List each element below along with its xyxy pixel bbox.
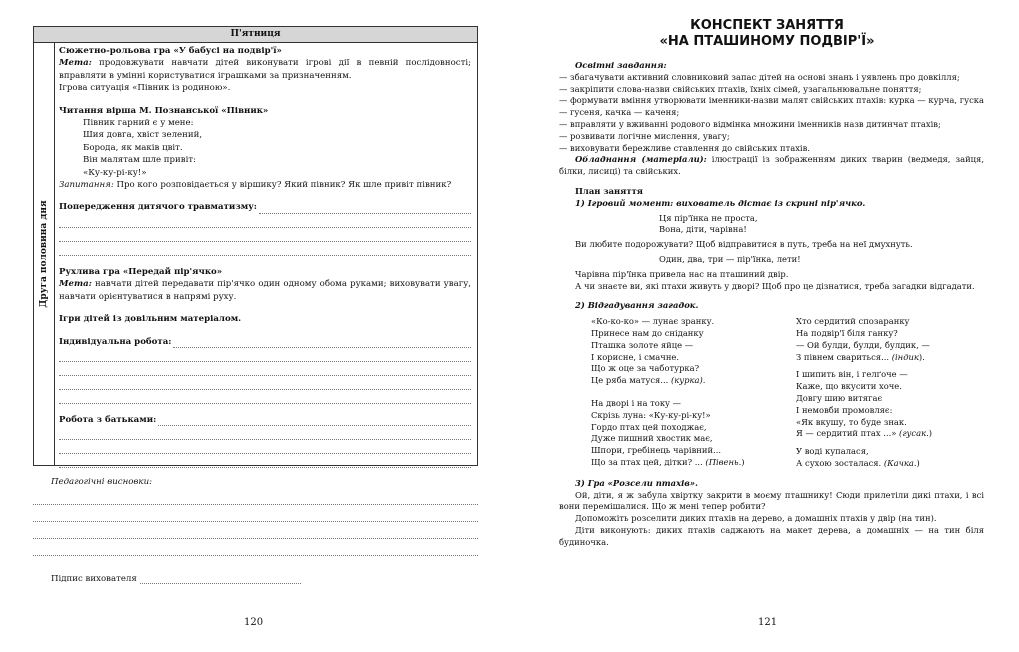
blank-line xyxy=(59,228,471,242)
game2-title: Рухлива гра «Передай пір'ячко» xyxy=(59,266,223,277)
trauma-label: Попередження дитячого травматизму: xyxy=(59,202,257,213)
game2-goal-label: Мета: xyxy=(59,279,92,290)
game1-goal-label: Мета: xyxy=(59,58,92,69)
riddle-line xyxy=(591,375,796,387)
blank-line xyxy=(59,440,471,454)
poem-line: Він малятам шле привіт: xyxy=(83,155,196,166)
game1-goal xyxy=(59,57,471,82)
riddle-line xyxy=(796,405,984,417)
page-title xyxy=(515,18,1019,50)
blank-line xyxy=(59,242,471,256)
blank-line xyxy=(33,488,478,505)
step1-verse-2: Один, два, три — пір'їнка, лети! xyxy=(659,253,801,264)
page-number-left: 120 xyxy=(244,617,264,628)
riddle-text: «Як вкушу, то буде знак. xyxy=(796,416,907,427)
poem-line: Борода, як маків цвіт. xyxy=(83,142,183,153)
lesson-body xyxy=(559,60,984,548)
riddles xyxy=(559,316,984,470)
riddle-line xyxy=(796,381,984,393)
equipment-text: ілюстрації із зображенням диких тварин (ведмедя, зайця, білки, лисиці) та свійських. xyxy=(559,154,985,177)
questions-text: Про кого розповідається у віршику? Який півник? Як шле привіт півник? xyxy=(113,180,452,191)
blank-line xyxy=(59,376,471,390)
blank-line xyxy=(59,348,471,362)
poem-questions xyxy=(59,179,471,191)
task-item: — розвивати логічне мислення, увагу; xyxy=(559,130,730,141)
riddle-line xyxy=(796,393,984,405)
riddle-hen xyxy=(591,316,796,387)
game2-goal-text: навчати дітей передавати пір'ячко один одному обома руками; виховувати увагу, навчати орієнтуватися в напрямі руху. xyxy=(59,279,471,302)
signature-line xyxy=(51,574,301,584)
blank-line xyxy=(59,390,471,404)
blank-line xyxy=(33,505,478,522)
riddle-text: У воді купалася, xyxy=(796,446,869,457)
riddle-line xyxy=(796,458,984,470)
task-item: — збагачувати активний словниковий запас дітей на основі знань і уявлень про довкілля; xyxy=(559,71,960,82)
step3-title: 3) Гра «Розсели птахів». xyxy=(575,477,698,488)
riddle-line xyxy=(591,352,796,364)
questions-label: Запитання: xyxy=(59,180,114,191)
riddle-line xyxy=(591,340,796,352)
riddle-text: Дуже пишний хвостик має, xyxy=(591,433,713,444)
riddle-rooster xyxy=(591,398,796,469)
pedagogical-notes xyxy=(33,476,478,556)
riddle-turkey xyxy=(796,316,984,363)
side-column xyxy=(34,43,55,465)
verse-line: Вона, діти, чарівна! xyxy=(659,224,747,235)
riddle-column-1 xyxy=(559,316,796,470)
task-item: — вправляти у вживанні родового відмінка множини іменників назв дитинчат птахів; xyxy=(559,118,941,129)
riddle-line xyxy=(796,340,984,352)
side-label: Друга половина дня xyxy=(39,200,49,308)
game1-situation: Ігрова ситуація «Півник із родиною». xyxy=(59,83,231,94)
step1-text-3: А чи знаєте ви, які птахи живуть у дворі? Щоб про це дізнатися, треба загадки відгадати. xyxy=(575,280,975,291)
riddle-line xyxy=(591,316,796,328)
blank-line xyxy=(33,522,478,539)
riddle-text: З півнем свариться... xyxy=(796,351,892,362)
riddle-text: І немовби промовляє: xyxy=(796,404,893,415)
riddle-answer: (курка) xyxy=(670,375,703,386)
riddle-column-2 xyxy=(796,316,984,470)
poem-line: Шия довга, хвіст зелений, xyxy=(83,130,203,141)
riddle-text: Пташка золоте яйце — xyxy=(591,339,694,350)
game2-goal xyxy=(59,278,471,303)
riddle-text: Довгу шию витягає xyxy=(796,392,883,403)
riddle-answer: (гусак xyxy=(899,428,927,439)
table-body xyxy=(59,45,471,463)
individual-line xyxy=(59,336,471,348)
blank-line xyxy=(59,214,471,228)
riddle-text: Це ряба матуся... xyxy=(591,375,671,386)
step1-text-2: Чарівна пір'їнка привела нас на пташиний двір. xyxy=(575,268,789,279)
blank-line xyxy=(59,454,471,468)
riddle-line xyxy=(591,422,796,434)
riddle-punct: . xyxy=(702,375,706,386)
step1-verse xyxy=(559,213,984,237)
title-line-2: «НА ПТАШИНОМУ ПОДВІР'Ї» xyxy=(659,34,875,49)
riddle-text: На дворі і на току — xyxy=(591,397,682,408)
blank-line xyxy=(33,539,478,556)
riddle-line xyxy=(591,398,796,410)
riddle-text: «Ко-ко-ко» — лунає зранку. xyxy=(591,316,715,327)
poem-line: Півник гарний є у мене: xyxy=(83,118,194,129)
step3-text-1: Ой, діти, я ж забула хвіртку закрити в моєму пташнику! Сюди прилетіли дикі птахи, і всі вони перемішалися. Що ж мені тепер робити? xyxy=(559,489,984,512)
riddle-line xyxy=(591,433,796,445)
riddle-text: — Ой булди, булди, булдик, — xyxy=(796,339,930,350)
riddle-text: Що за птах цей, дітки? ... xyxy=(591,456,706,467)
step1-title: 1) Ігровий момент: вихователь дістає із скрині пір'ячко. xyxy=(575,197,866,208)
notes-title: Педагогічні висновки: xyxy=(51,477,152,487)
trauma-line xyxy=(59,201,471,213)
riddle-answer: (Качка xyxy=(883,457,914,468)
equipment xyxy=(559,154,984,178)
equipment-label: Обладнання (матеріали): xyxy=(575,154,707,165)
step3-text-2: Допоможіть розселити диких птахів на дерево, а домашніх птахів у двір (на тин). xyxy=(575,513,937,524)
tasks-label: Освітні завдання: xyxy=(575,60,667,70)
riddle-punct: .) xyxy=(913,457,920,468)
verse-line: Ця пір'їнка не проста, xyxy=(659,212,758,223)
task-item: — формувати вміння утворювати іменники-назви малят свійських птахів: курка — курча, гуска — гусеня, качка — каченя; xyxy=(559,95,984,118)
task-item: — виховувати бережливе ставлення до свійських птахів. xyxy=(559,142,810,153)
poem xyxy=(59,117,471,179)
riddle-text: На подвір'ї біля ганку? xyxy=(796,327,898,338)
blank-line xyxy=(59,362,471,376)
parents-line xyxy=(59,414,471,426)
plan-table xyxy=(33,26,478,466)
page-number-right: 121 xyxy=(758,617,778,628)
riddle-text: Принесе нам до сніданку xyxy=(591,327,704,338)
riddle-text: Скрізь луна: «Ку-ку-рі-ку!» xyxy=(591,409,711,420)
free-play: Ігри дітей із довільним матеріалом. xyxy=(59,314,242,325)
riddle-line xyxy=(591,410,796,422)
riddle-line xyxy=(796,417,984,429)
riddle-line xyxy=(796,446,984,458)
riddle-answer: (Півень xyxy=(705,456,739,467)
riddle-goose xyxy=(796,369,984,440)
riddle-text: Що ж оце за чаботурка? xyxy=(591,363,700,374)
riddle-line xyxy=(591,457,796,469)
signature-label: Підпис вихователя xyxy=(51,574,137,584)
riddle-punct: ). xyxy=(918,351,925,362)
riddle-line xyxy=(796,369,984,381)
riddle-punct: .) xyxy=(926,428,933,439)
riddle-line xyxy=(796,316,984,328)
riddle-text: Хто сердитий спозаранку xyxy=(796,316,910,327)
riddle-text: І корисне, і смачне. xyxy=(591,351,680,362)
riddle-text: А сухою зосталася. xyxy=(796,457,884,468)
step3-text-3: Діти виконують: диких птахів саджають на макет дерева, а домашніх — на тин біля будиночка. xyxy=(559,524,984,547)
riddle-text: Я — сердитий птах ...» xyxy=(796,428,900,439)
riddle-line xyxy=(796,428,984,440)
parents-label: Робота з батьками: xyxy=(59,414,157,425)
right-page xyxy=(515,0,1019,652)
task-item: — закріпити слова-назви свійських птахів, їхніх сімей, узагальнювальне поняття; xyxy=(559,83,922,94)
riddle-text: Гордо птах цей походжає, xyxy=(591,421,707,432)
game1-title: Сюжетно-рольова гра «У бабусі на подвір'ї» xyxy=(59,46,282,56)
step1-text-1: Ви любите подорожувати? Щоб відправитися в путь, треба на неї дмухнуть. xyxy=(575,239,913,250)
riddle-line xyxy=(591,328,796,340)
left-page xyxy=(0,0,505,652)
poem-title: Читання вірша М. Познанської «Півник» xyxy=(59,105,269,116)
riddle-answer: (індик xyxy=(891,351,919,362)
poem-line: «Ку-ку-рі-ку!» xyxy=(83,167,147,178)
riddle-line xyxy=(591,445,796,457)
riddle-text: Каже, що вкусити хоче. xyxy=(796,381,902,392)
riddle-line xyxy=(591,363,796,375)
riddle-duck xyxy=(796,446,984,470)
blank-line xyxy=(59,426,471,440)
riddle-text: І шипить він, і гелґоче — xyxy=(796,369,908,380)
title-line-1: КОНСПЕКТ ЗАНЯТТЯ xyxy=(690,18,844,33)
riddle-text: Шпори, гребінець чарівний... xyxy=(591,445,722,456)
plan-title: План заняття xyxy=(575,185,643,196)
table-header: П'ятниця xyxy=(34,27,477,43)
riddle-line xyxy=(796,352,984,364)
riddle-punct: .) xyxy=(738,456,745,467)
riddle-line xyxy=(796,328,984,340)
game1-goal-text: продовжувати навчати дітей виконувати ігрові дії в певній послідовності; вправляти в умінні користуватися іграшками за призначенням. xyxy=(59,58,471,81)
individual-label: Індивідуальна робота: xyxy=(59,336,172,347)
step2-title: 2) Відгадування загадок. xyxy=(575,300,699,311)
